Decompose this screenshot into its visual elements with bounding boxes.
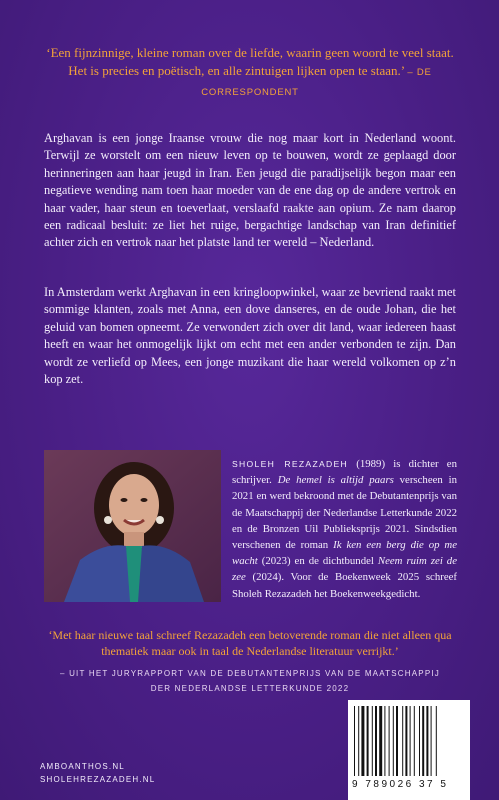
jury-quote: ‘Met haar nieuwe taal schreef Rezazadeh een betoverende roman die niet alleen qua thematiek maar ook in taal de Nederlandse literatuur verrijkt.’ <box>48 628 452 658</box>
author-portrait <box>44 450 221 602</box>
author-bio <box>232 456 457 602</box>
bio-text-1: (1989) is dichter en schrijver. <box>232 458 458 487</box>
author-portrait-illustration <box>44 450 221 602</box>
press-quote-source: – DE CORRESPONDENT <box>201 67 432 98</box>
website-publisher: AMBOANTHOS.NL <box>40 762 125 771</box>
press-quote-text: ‘Een fijnzinnige, kleine roman over de liefde, waarin geen woord te veel staat. Het is precies en poëtisch, en alle zintuigen lijken open te staan.’ <box>46 45 454 78</box>
blurb-paragraph-2: In Amsterdam werkt Arghavan in een kringloopwinkel, waar ze bevriend raakt met sommige klanten, zoals met Anna, een dove danseres, en de oude Johan, die het geluid van bomen opneemt. Ze verwondert zich over dit land, waar iedereen haast heeft en waar het onmogelijk lijkt om echt met een ander verbonden te zijn. Dan wordt ze verliefd op Mees, een jonge muzikant die haar wereld volkomen op z’n kop zet. <box>44 285 456 387</box>
website-author: SHOLEHREZAZADEH.NL <box>40 775 156 784</box>
blurb-paragraph-1: Arghavan is een jonge Iraanse vrouw die nog maar kort in Nederland woont. Terwijl ze worstelt om een nieuw leven op te bouwen, wordt ze geplaagd door herinneringen aan haar jeugd in Iran. Een jeugd die paradijselijk begon maar een negatieve wending nam toen haar moeder van de ene dag op de andere vertrok en haar vader, haar steun en toeverlaat, verslaafd raakte aan opium. Ze nam daarop een radicaal besluit: ze liet het ruige, bergachtige landschap van Iran definitief achter zich en vertrok naar het platste land ter wereld – Nederland. <box>44 131 456 250</box>
press-quote <box>40 44 460 102</box>
barcode-bars <box>348 700 470 778</box>
jury-source-line-2: DER NEDERLANDSE LETTERKUNDE 2022 <box>150 684 350 693</box>
barcode-number: 9 789026 37 5 <box>352 779 468 790</box>
websites <box>40 760 155 786</box>
bio-book-title-2: Ik ken een berg die op me wacht <box>232 539 458 568</box>
bio-book-title-1: De hemel is altijd paars <box>277 474 394 487</box>
author-name: SHOLEH REZAZADEH <box>232 459 349 469</box>
bio-text-2: verscheen in 2021 en werd bekroond met de Debutantenprijs van de Maatschappij der Nederlandse Letterkunde 2022 en de Bronzen Uil Publieksprijs 2021. Sindsdien verschenen de roman <box>232 474 457 552</box>
jury-quote-source <box>44 666 456 696</box>
bio-text-3: (2023) en de dichtbundel <box>257 555 378 568</box>
jury-source-line-1: – UIT HET JURYRAPPORT VAN DE DEBUTANTENPRIJS VAN DE MAATSCHAPPIJ <box>60 669 440 678</box>
bio-text-4: (2024). Voor de Boekenweek 2025 schreef Sholeh Rezazadeh het Boekenweekgedicht. <box>232 571 457 600</box>
bio-book-title-3: Neem ruim zei de zee <box>232 555 457 584</box>
